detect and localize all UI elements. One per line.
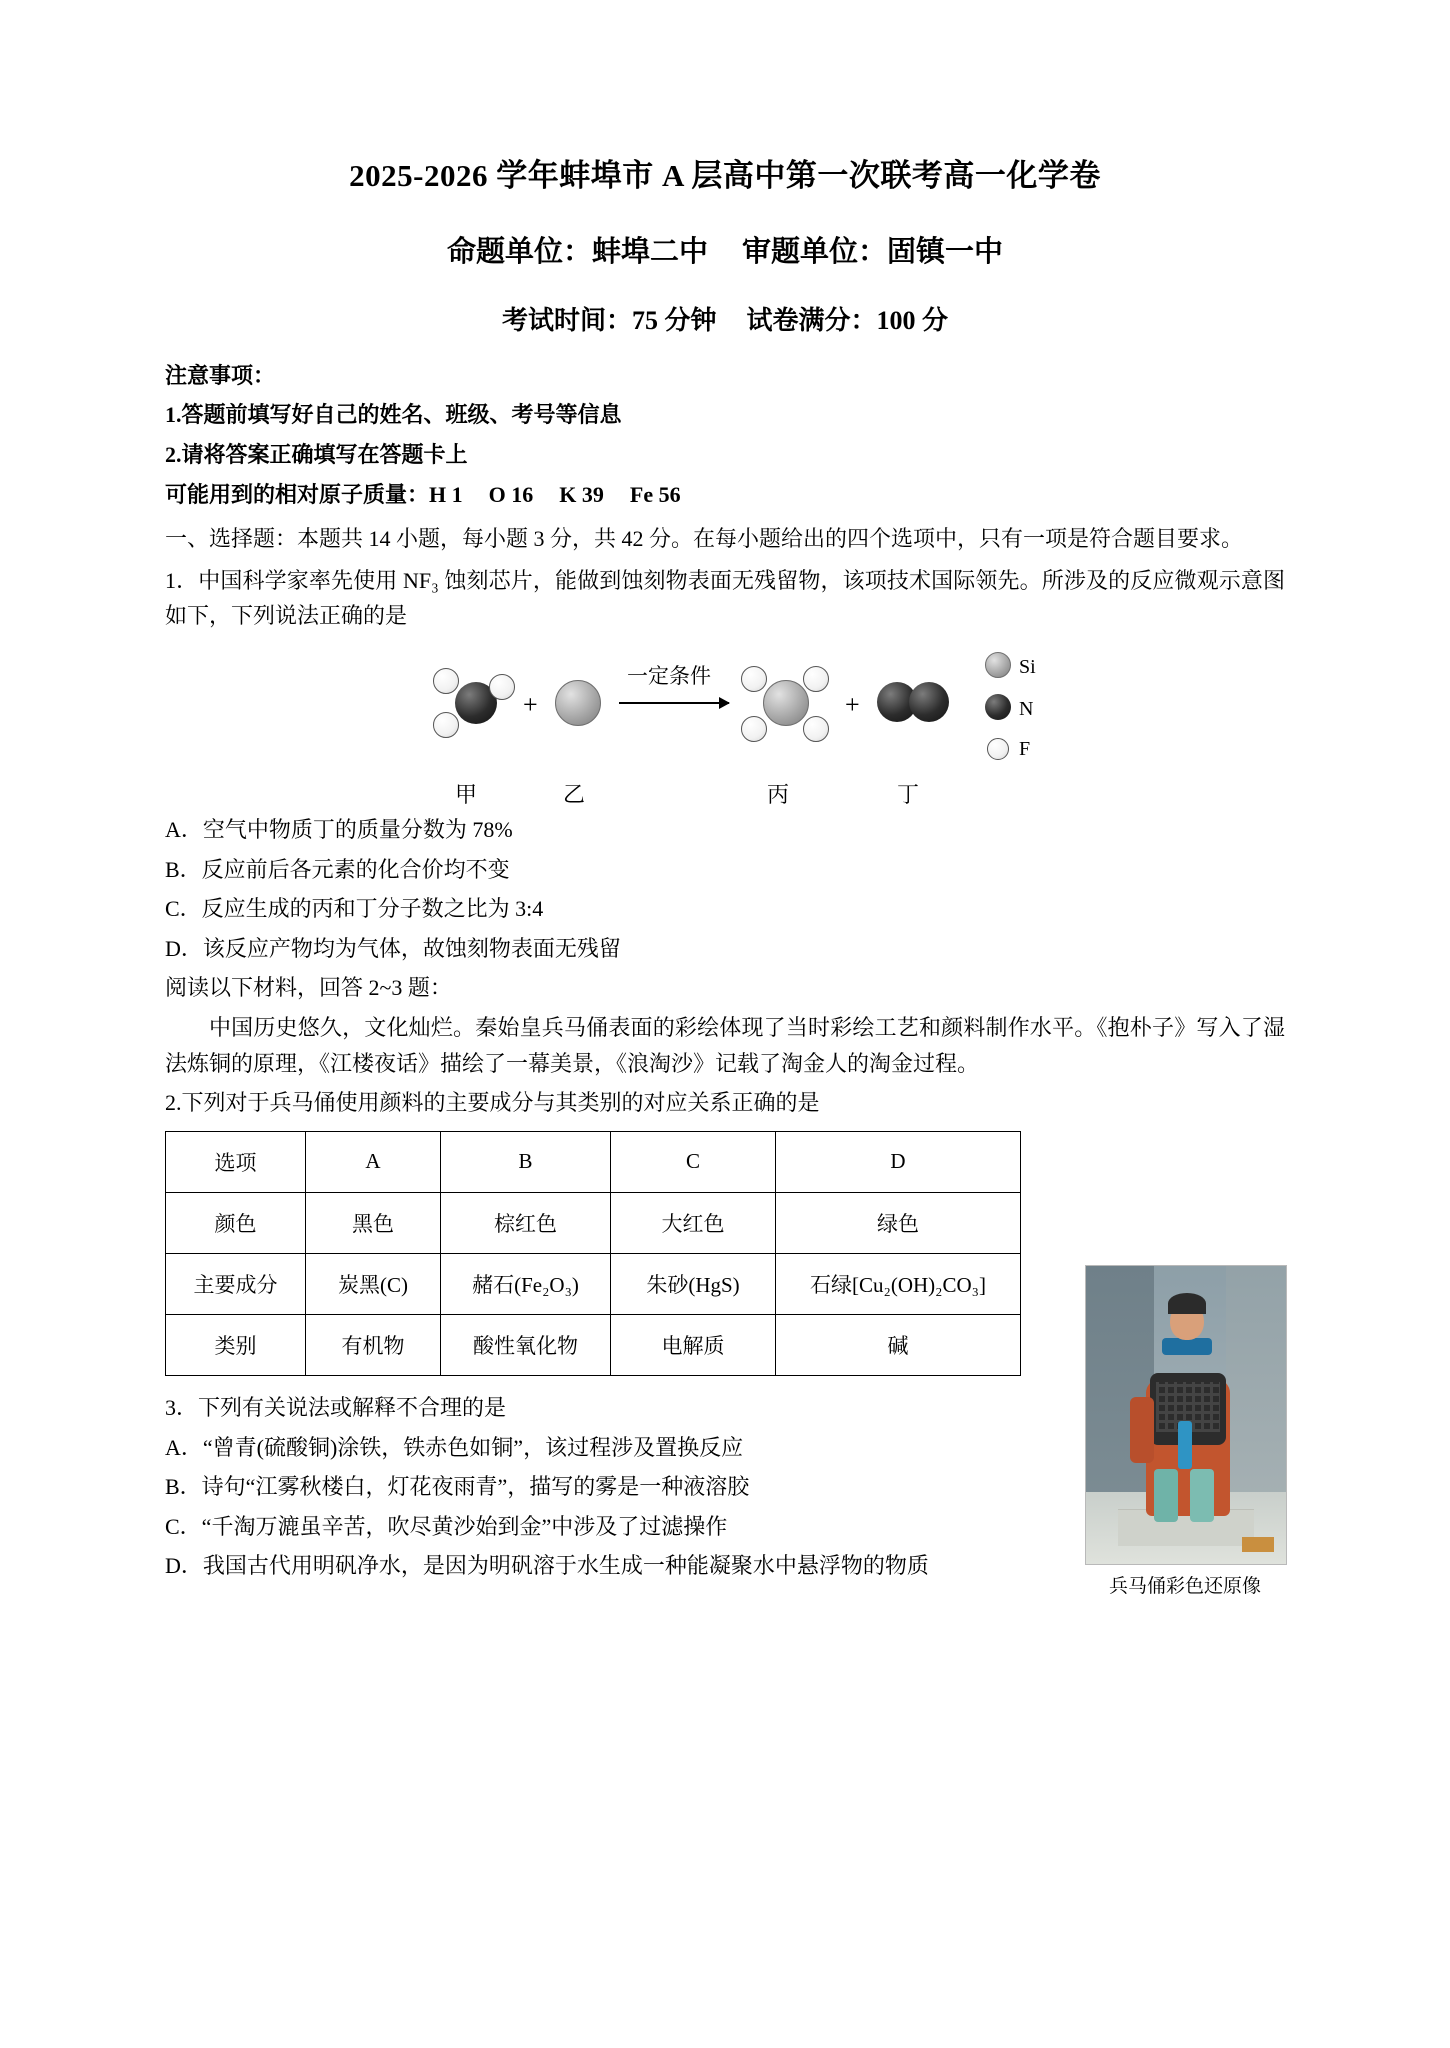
proposing-unit: 命题单位：蚌埠二中	[446, 236, 708, 268]
page-title: 2025-2026 学年蚌埠市 A 层高中第一次联考高一化学卷	[349, 158, 1101, 193]
molecule-bing-atom-f2	[741, 716, 767, 742]
figure-caption: 兵马俑彩色还原像	[1108, 1576, 1261, 1597]
table-cell-r2c4: 石绿[Cu₂(OH)₂CO₃]	[776, 1253, 1021, 1314]
exam-total-score: 试卷满分：100 分	[746, 306, 949, 335]
question-1-option-b: B．反应前后各元素的化合价均不变	[165, 856, 510, 882]
species-label-jia: 甲	[455, 781, 478, 807]
species-label-yi: 乙	[563, 781, 586, 807]
notice-title: 注意事项：	[165, 363, 276, 388]
section-heading: 一、选择题：本题共 14 小题，每小题 3 分，共 42 分。在每小题给出的四个选项中，只有一项是符合题目要求。	[165, 526, 1244, 551]
question-3-option-a: A．“曾青(硫酸铜)涂铁，铁赤色如铜”，该过程涉及置换反应	[165, 1434, 744, 1460]
photo-warrior-leg-left	[1154, 1469, 1178, 1523]
table-row	[166, 1253, 1021, 1314]
passage-body: 中国历史悠久，文化灿烂。秦始皇兵马俑表面的彩绘体现了当时彩绘工艺和颜料制作水平。《抱朴子》写入了湿法炼铜的原理，《江楼夜话》描绘了一幕美景，《浪淘沙》记载了淘金人的淘金过程。	[165, 1015, 1285, 1076]
legend-si-swatch	[985, 652, 1011, 678]
legend-f-label: F	[1019, 737, 1031, 760]
table-cell-r2c2: 赭石(Fe₂O₃)	[441, 1253, 611, 1314]
atomic-mass-line	[165, 478, 1285, 509]
table-cell-r1c4: 绿色	[776, 1192, 1021, 1253]
reaction-diagram	[165, 646, 1285, 776]
atomic-mass-k: K 39	[559, 482, 604, 507]
reaction-diagram-labels	[415, 778, 1035, 812]
atomic-mass-fe: Fe 56	[629, 482, 681, 507]
table-cell-r3c3: 电解质	[611, 1314, 776, 1375]
reaction-arrow	[619, 702, 729, 704]
plus-sign-1: +	[523, 689, 538, 719]
photo-warrior-scarf	[1162, 1338, 1212, 1356]
question-3-option-d: D．我国古代用明矾净水，是因为明矾溶于水生成一种能凝聚水中悬浮物的物质	[165, 1553, 929, 1579]
photo-warrior-arm	[1130, 1397, 1154, 1463]
legend-n-swatch	[985, 694, 1011, 720]
table-cell-r1c2: 棕红色	[441, 1192, 611, 1253]
legend-si-label: Si	[1019, 655, 1036, 678]
question-1-option-a: A．空气中物质丁的质量分数为 78%	[165, 816, 513, 842]
molecule-bing-atom-f3	[803, 666, 829, 692]
table-cell-r3c0: 类别	[166, 1314, 306, 1375]
legend-f-swatch	[987, 738, 1009, 760]
molecule-jia-atom-f1	[433, 668, 459, 694]
molecule-bing-atom-f1	[741, 666, 767, 692]
notice-item-2: 2.请将答案正确填写在答题卡上	[165, 442, 468, 467]
question-3-option-b: B．诗句“江雾秋楼白，灯花夜雨青”，描写的雾是一种液溶胶	[165, 1474, 750, 1500]
question-1-stem: 1．中国科学家率先使用 NF₃ 蚀刻芯片，能做到蚀刻物表面无残留物，该项技术国际领先。所涉及的反应微观示意图如下，下列说法正确的是	[165, 567, 1285, 629]
table-cell-r0c0: 选项	[166, 1131, 306, 1192]
terracotta-figure	[1085, 1265, 1285, 1598]
photo-warrior-hand-item	[1178, 1421, 1192, 1469]
notice-item-1: 1.答题前填写好自己的姓名、班级、考号等信息	[165, 402, 622, 427]
table-cell-r3c1: 有机物	[306, 1314, 441, 1375]
molecule-bing-atom-f4	[803, 716, 829, 742]
table-cell-r1c0: 颜色	[166, 1192, 306, 1253]
question-3-stem: 3．下列有关说法或解释不合理的是	[165, 1394, 507, 1420]
table-cell-r2c3: 朱砂(HgS)	[611, 1253, 776, 1314]
table-cell-r1c3: 大红色	[611, 1192, 776, 1253]
terracotta-photo	[1085, 1265, 1287, 1565]
photo-display-label	[1242, 1537, 1274, 1552]
pigment-table	[165, 1131, 1021, 1376]
reaction-condition-label: 一定条件	[627, 663, 711, 688]
table-row	[166, 1131, 1021, 1192]
question-1-option-d: D．该反应产物均为气体，故蚀刻物表面无残留	[165, 935, 621, 961]
reviewing-unit: 审题单位：固镇一中	[742, 236, 1004, 268]
atomic-mass-h: H 1	[429, 482, 463, 507]
molecule-jia-atom-f2	[433, 712, 459, 738]
molecule-ding-atom-n2	[909, 682, 949, 722]
table-cell-r1c1: 黑色	[306, 1192, 441, 1253]
photo-warrior-leg-right	[1190, 1469, 1214, 1523]
exam-meta-line	[165, 300, 1285, 337]
table-cell-r2c0: 主要成分	[166, 1253, 306, 1314]
table-row	[166, 1314, 1021, 1375]
table-cell-r2c1: 炭黑(C)	[306, 1253, 441, 1314]
plus-sign-2: +	[845, 689, 860, 719]
passage-lead: 阅读以下材料，回答 2~3 题：	[165, 975, 452, 1001]
question-1-option-c: C．反应生成的丙和丁分子数之比为 3:4	[165, 896, 544, 922]
table-cell-r0c1: A	[306, 1131, 441, 1192]
exam-duration: 考试时间：75 分钟	[501, 306, 717, 335]
table-cell-r0c3: C	[611, 1131, 776, 1192]
atomic-mass-label: 可能用到的相对原子质量：	[165, 482, 430, 507]
question-3-option-c: C．“千淘万漉虽辛苦，吹尽黄沙始到金”中涉及了过滤操作	[165, 1513, 728, 1539]
table-cell-r0c2: B	[441, 1131, 611, 1192]
table-cell-r3c4: 碱	[776, 1314, 1021, 1375]
molecule-yi-atom-si	[555, 680, 601, 726]
table-cell-r3c2: 酸性氧化物	[441, 1314, 611, 1375]
atomic-mass-o: O 16	[488, 482, 534, 507]
photo-warrior-hair	[1168, 1293, 1206, 1314]
species-label-ding: 丁	[897, 781, 920, 807]
legend-n-label: N	[1019, 697, 1034, 720]
molecule-bing-atom-si	[763, 680, 809, 726]
question-2-stem: 2.下列对于兵马俑使用颜料的主要成分与其类别的对应关系正确的是	[165, 1090, 820, 1116]
table-cell-r0c4: D	[776, 1131, 1021, 1192]
table-row	[166, 1192, 1021, 1253]
unit-line	[165, 229, 1285, 270]
species-label-bing: 丙	[767, 781, 790, 807]
molecule-jia-atom-f3	[489, 674, 515, 700]
